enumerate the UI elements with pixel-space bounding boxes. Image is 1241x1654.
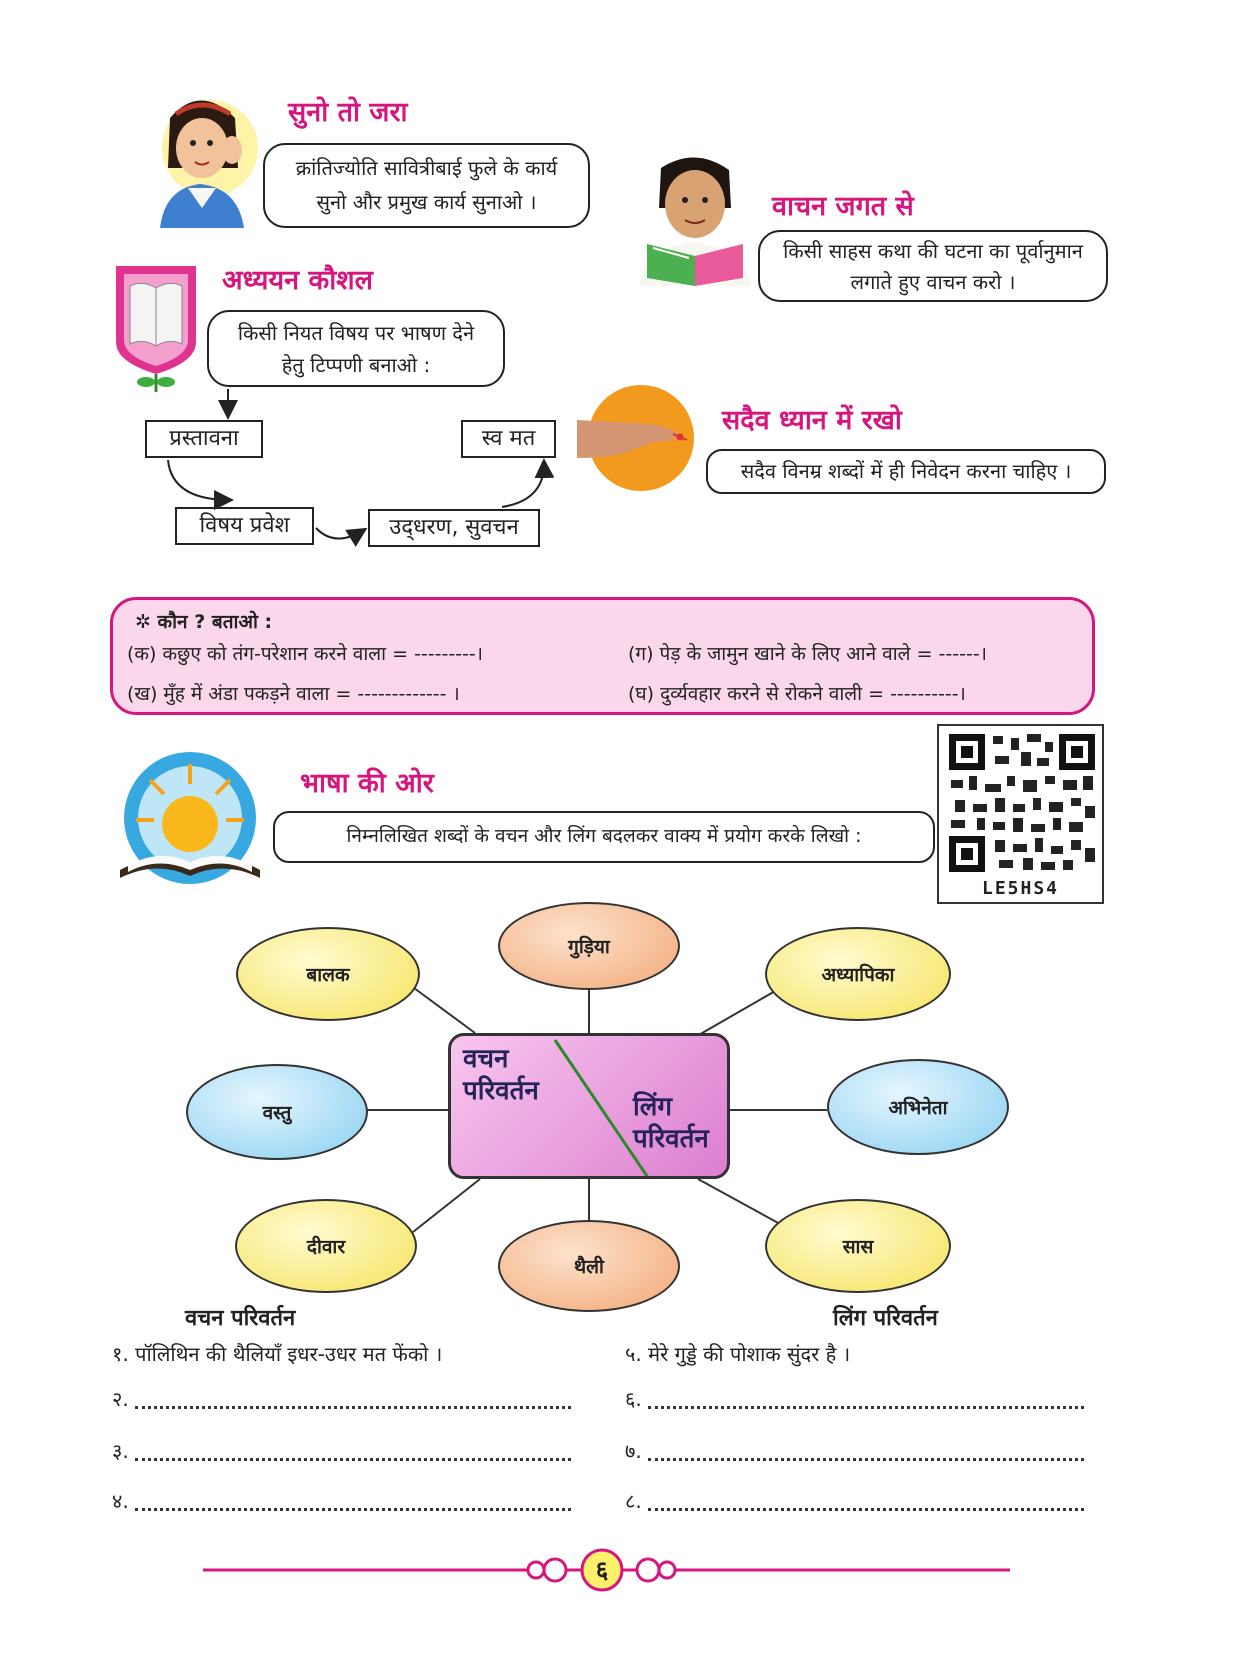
left-column-title: वचन परिवर्तन	[185, 1306, 296, 1331]
vachan-heading: वाचन जगत से	[772, 191, 914, 222]
vachan-line-1: किसी साहस कथा की घटना का पूर्वानुमान	[783, 239, 1083, 263]
flow-box-vishay-pravesh: विषय प्रवेश	[175, 507, 314, 545]
word-balak	[236, 927, 420, 1021]
exercise-line-7-num: ७.	[625, 1439, 642, 1463]
suno-line-1: क्रांतिज्योति सावित्रीबाई फुले के कार्य	[295, 156, 558, 180]
word-balak-label: बालक	[306, 964, 350, 986]
writing-line[interactable]	[648, 1392, 1084, 1409]
flow-box-sva-mat: स्व मत	[461, 420, 556, 458]
exercise-line-3-num: ३.	[112, 1439, 129, 1463]
word-saas	[765, 1199, 951, 1293]
quiz-line-kha: (ख) मुँह में अंडा पकड़ने वाला = ------------- ।	[127, 683, 460, 705]
exercise-line-5	[625, 1340, 850, 1367]
writing-line[interactable]	[135, 1494, 571, 1511]
writing-line[interactable]	[135, 1444, 571, 1461]
exercise-line-7[interactable]	[625, 1437, 1084, 1464]
exercise-line-6-num: ६.	[625, 1387, 642, 1411]
qr-code-label: LE5HS4	[981, 878, 1060, 899]
exercise-line-1-text: १. पॉलिथिन की थैलियाँ इधर-उधर मत फेंको ।	[112, 1342, 443, 1366]
word-deevar	[235, 1199, 417, 1293]
center-ling-line-1: लिंग	[633, 1092, 673, 1122]
word-thaili-label: थैली	[574, 1256, 604, 1278]
suno-heading: सुनो तो जरा	[288, 97, 408, 128]
center-vachan-line-1: वचन	[463, 1044, 509, 1074]
quiz-line-ga: (ग) पेड़ के जामुन खाने के लिए आने वाले = ------।	[628, 643, 987, 665]
exercise-line-2[interactable]	[112, 1385, 571, 1412]
word-abhineta	[827, 1059, 1009, 1155]
quiz-line-gha: (घ) दुर्व्यवहार करने से रोकने वाली = ----------।	[628, 683, 966, 705]
word-thaili	[498, 1220, 680, 1312]
writing-line[interactable]	[648, 1444, 1084, 1461]
bhasha-heading: भाषा की ओर	[300, 768, 434, 799]
word-gudiya-label: गुड़िया	[568, 936, 610, 958]
adhyayan-line-2: हेतु टिप्पणी बनाओ :	[281, 353, 431, 377]
word-adhyapika-label: अध्यापिका	[821, 964, 895, 986]
word-adhyapika	[765, 927, 951, 1021]
quiz-title: ✲ कौन ? बताओ :	[135, 611, 273, 633]
exercise-line-4[interactable]	[112, 1487, 571, 1514]
exercise-line-8[interactable]	[625, 1487, 1084, 1514]
sadaiv-text: सदैव विनम्र शब्दों में ही निवेदन करना चाहिए ।	[740, 459, 1072, 483]
word-gudiya	[498, 902, 680, 990]
center-ling-line-2: परिवर्तन	[633, 1124, 709, 1154]
center-vachan-line-2: परिवर्तन	[463, 1076, 539, 1106]
flow-box-prastavana: प्रस्तावना	[145, 420, 263, 458]
exercise-line-4-num: ४.	[112, 1489, 129, 1513]
exercise-line-8-num: ८.	[625, 1489, 642, 1513]
word-vastu-label: वस्तु	[262, 1102, 292, 1124]
exercise-line-3[interactable]	[112, 1437, 571, 1464]
vachan-line-2: लगाते हुए वाचन करो ।	[850, 270, 1016, 294]
exercise-line-2-num: २.	[112, 1387, 129, 1411]
word-deevar-label: दीवार	[306, 1236, 346, 1258]
right-column-title: लिंग परिवर्तन	[833, 1306, 938, 1331]
sadaiv-heading: सदैव ध्यान में रखो	[722, 405, 902, 436]
exercise-line-5-text: ५. मेरे गुड्डे की पोशाक सुंदर है ।	[625, 1342, 851, 1366]
word-saas-label: सास	[842, 1236, 874, 1258]
quiz-line-ka: (क) कछुए को तंग-परेशान करने वाला = ---------।	[127, 643, 483, 665]
writing-line[interactable]	[648, 1494, 1084, 1511]
exercise-line-6[interactable]	[625, 1385, 1084, 1412]
adhyayan-line-1: किसी नियत विषय पर भाषण देने	[237, 321, 475, 345]
bhasha-instruction: निम्नलिखित शब्दों के वचन और लिंग बदलकर वाक्य में प्रयोग करके लिखो :	[346, 825, 862, 847]
suno-line-2: सुनो और प्रमुख कार्य सुनाओ ।	[316, 190, 537, 214]
word-abhineta-label: अभिनेता	[888, 1097, 948, 1119]
adhyayan-heading: अध्ययन कौशल	[222, 265, 373, 296]
word-vastu	[186, 1064, 368, 1160]
exercise-line-1	[112, 1340, 442, 1367]
writing-line[interactable]	[135, 1392, 571, 1409]
center-box	[448, 1033, 730, 1179]
page-number: ६	[595, 1556, 609, 1584]
flow-box-uddharan: उद्‌धरण, सुवचन	[368, 509, 540, 547]
